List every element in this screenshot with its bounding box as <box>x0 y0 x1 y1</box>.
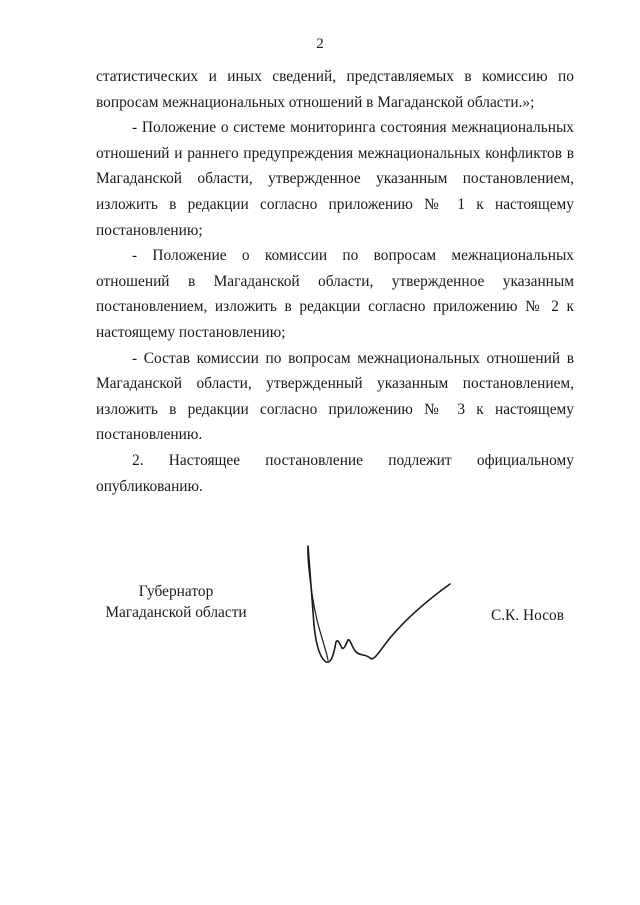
document-body <box>96 64 574 499</box>
page-number: 2 <box>316 36 324 52</box>
signatory-position-line1: Губернатор <box>138 583 214 600</box>
paragraph-continuation: статистических и иных сведений, представляемых в комиссию по вопросам межнациональных отношений в Магаданской области.»; <box>96 68 574 111</box>
paragraph-commission-regulation: - Положение о комиссии по вопросам межнациональных отношений в Магаданской области, утвержденное указанным постановлением, изложить в редакции согласно приложению № 2 к настоящему постановлению; <box>96 247 574 341</box>
signatory-name: С.К. Носов <box>490 607 564 624</box>
paragraph-monitoring-regulation: - Положение о системе мониторинга состояния межнациональных отношений и раннего предупреждения межнациональных конфликтов в Магаданской области, утвержденное указанным постановлением, изложить в редакции согласно приложению № 1 к настоящему постановлению; <box>96 119 574 239</box>
signatory-position <box>96 581 256 623</box>
paragraph-publication: 2. Настоящее постановление подлежит официальному опубликованию. <box>96 451 574 495</box>
signatory-position-line2: Магаданской области <box>105 604 247 621</box>
handwritten-signature <box>290 540 460 675</box>
paragraph-commission-composition: - Состав комиссии по вопросам межнациональных отношений в Магаданской области, утвержденный указанным постановлением, изложить в редакции согласно приложению № 3 к настоящему постановлению. <box>96 349 574 444</box>
